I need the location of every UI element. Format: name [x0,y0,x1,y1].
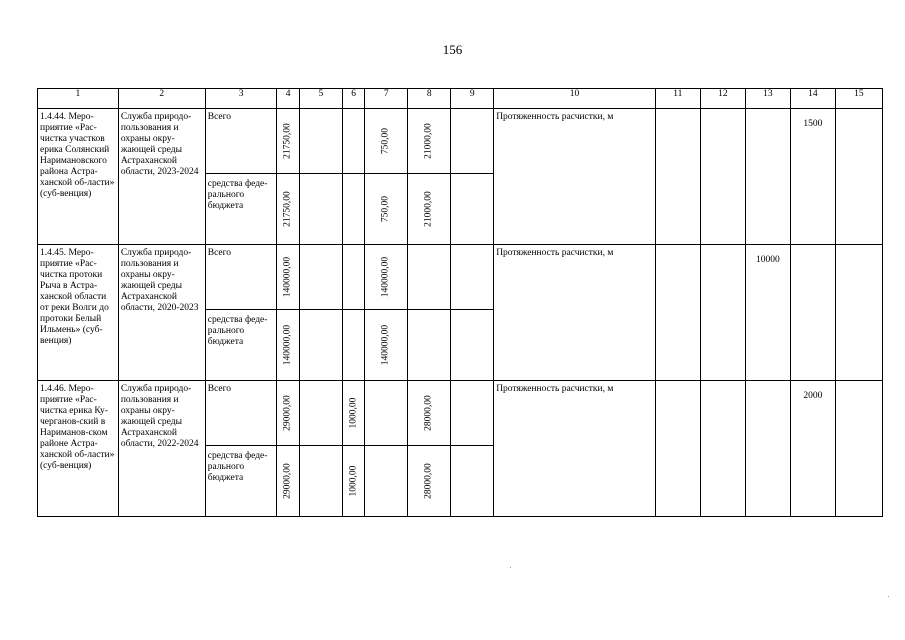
total-c5 [299,381,342,446]
executor-text: Служба природо-пользования и охраны окру-жающей среды Астраханской области, 2022-2024 [120,384,199,449]
fed-c9 [451,310,494,381]
fed-c6 [342,310,365,381]
column-header-11: 11 [655,89,700,109]
fed-c4-value: 140000,00 [282,324,293,366]
total-c4-value: 21750,00 [282,123,293,159]
total-c4-value: 140000,00 [282,256,293,298]
fed-c4 [277,174,300,245]
target-c12-value [701,245,745,255]
executor [118,381,205,517]
fed-c4 [277,310,300,381]
target-c13-value [746,109,790,119]
total-c8-value: 28000,00 [423,395,434,431]
column-header-6: 6 [342,89,365,109]
column-header-15: 15 [835,89,882,109]
indicator-text: Протяженность расчистки, м [496,384,614,394]
measure-name [38,245,119,381]
fed-c6 [342,174,365,245]
target-c14 [790,381,835,517]
target-c15-value [836,381,882,391]
column-header-7: 7 [365,89,408,109]
fed-c7-value: 140000,00 [380,324,391,366]
fed-c8-value: 21000,00 [423,191,434,227]
total-c9 [451,109,494,174]
funding-total-label-text: Всего [207,248,232,258]
total-c6 [342,245,365,310]
target-c12-value [701,381,745,391]
column-header-9: 9 [451,89,494,109]
column-header-10: 10 [494,89,656,109]
target-c12-value [701,109,745,119]
target-c14 [790,245,835,381]
target-c11-value [656,245,700,255]
measures-table [37,88,883,517]
column-header-1: 1 [38,89,119,109]
fed-c9 [451,174,494,245]
column-header-3: 3 [205,89,277,109]
table-row [38,109,883,174]
fed-c7-value: 750,00 [380,195,391,223]
funding-fed-label [205,446,277,517]
column-header-2: 2 [118,89,205,109]
funding-fed-label [205,310,277,381]
fed-c8 [408,446,451,517]
total-c8 [408,381,451,446]
fed-c6 [342,446,365,517]
measure-name [38,381,119,517]
fed-c5 [299,310,342,381]
target-c11-value [656,109,700,119]
target-c14-value [791,245,835,255]
column-header-12: 12 [700,89,745,109]
target-c11 [655,109,700,245]
funding-fed-label-text: средства феде-рального бюджета [207,179,268,211]
column-header-8: 8 [408,89,451,109]
funding-total-label-text: Всего [207,384,232,394]
indicator [494,245,656,381]
total-c7 [365,109,408,174]
total-c7 [365,381,408,446]
column-header-14: 14 [790,89,835,109]
fed-c7 [365,446,408,517]
fed-c6-value: 1000,00 [348,465,359,497]
executor [118,109,205,245]
target-c14 [790,109,835,245]
target-c13-value [746,381,790,391]
indicator [494,109,656,245]
fed-c9 [451,446,494,517]
measure-name-text: 1.4.45. Меро-приятие «Рас-чистка протоки Рыча в Астра-ханской области от реки Волги до протоки Белый Ильмень» (суб-венция) [40,248,109,346]
column-header-5: 5 [299,89,342,109]
total-c9 [451,381,494,446]
fed-c5 [299,174,342,245]
total-c6 [342,381,365,446]
fed-c8 [408,174,451,245]
total-c8-value: 21000,00 [423,123,434,159]
target-c12 [700,109,745,245]
fed-c8 [408,310,451,381]
table-row [38,381,883,446]
total-c7-value: 140000,00 [380,256,391,298]
fed-c7 [365,174,408,245]
target-c15-value [836,109,882,119]
funding-total-label [205,109,277,174]
target-c11-value [656,381,700,391]
indicator-text: Протяженность расчистки, м [496,112,614,122]
page-number: 156 [442,42,463,57]
target-c14-value: 2000 [803,391,823,401]
funding-total-label [205,245,277,310]
column-header-13: 13 [745,89,790,109]
target-c15 [835,109,882,245]
executor-text: Служба природо-пользования и охраны окру-жающей среды Астраханской области, 2023-2024 [120,112,199,177]
total-c8 [408,109,451,174]
target-c12 [700,381,745,517]
target-c15 [835,381,882,517]
funding-fed-label-text: средства феде-рального бюджета [207,315,268,347]
total-c5 [299,245,342,310]
fed-c8-value: 28000,00 [423,463,434,499]
total-c7-value: 750,00 [380,127,391,155]
executor-text: Служба природо-пользования и охраны окру-жающей среды Астраханской области, 2020-2023 [120,248,199,313]
indicator-text: Протяженность расчистки, м [496,248,614,258]
target-c15 [835,245,882,381]
total-c8 [408,245,451,310]
total-c4 [277,109,300,174]
indicator [494,381,656,517]
total-c4-value: 29000,00 [282,395,293,431]
measure-name [38,109,119,245]
total-c7 [365,245,408,310]
target-c11 [655,381,700,517]
target-c13 [745,381,790,517]
total-c5 [299,109,342,174]
total-c4 [277,381,300,446]
fed-c4 [277,446,300,517]
total-c9 [451,245,494,310]
target-c13-value: 10000 [755,255,780,265]
total-c6 [342,109,365,174]
total-c4 [277,245,300,310]
measure-name-text: 1.4.46. Меро-приятие «Рас-чистка ерика Ку-черганов-ский в Нариманов-ском районе Астра-ханской об-ласти» (суб-венция) [40,384,115,471]
fed-c4-value: 29000,00 [282,463,293,499]
measure-name-text: 1.4.44. Меро-приятие «Рас-чистка участков ерика Солянский Наримановского района Астра-ханской об-ласти» (суб-венция) [40,112,115,199]
executor [118,245,205,381]
funding-total-label-text: Всего [207,112,232,122]
table-row [38,245,883,310]
target-c14-value: 1500 [803,119,823,129]
fed-c5 [299,446,342,517]
target-c13 [745,109,790,245]
target-c15-value [836,245,882,255]
fed-c4-value: 21750,00 [282,191,293,227]
column-header-4: 4 [277,89,300,109]
total-c6-value: 1000,00 [348,397,359,429]
target-c12 [700,245,745,381]
funding-fed-label-text: средства феде-рального бюджета [207,451,268,483]
funding-fed-label [205,174,277,245]
funding-total-label [205,381,277,446]
fed-c7 [365,310,408,381]
target-c13 [745,245,790,381]
target-c11 [655,245,700,381]
